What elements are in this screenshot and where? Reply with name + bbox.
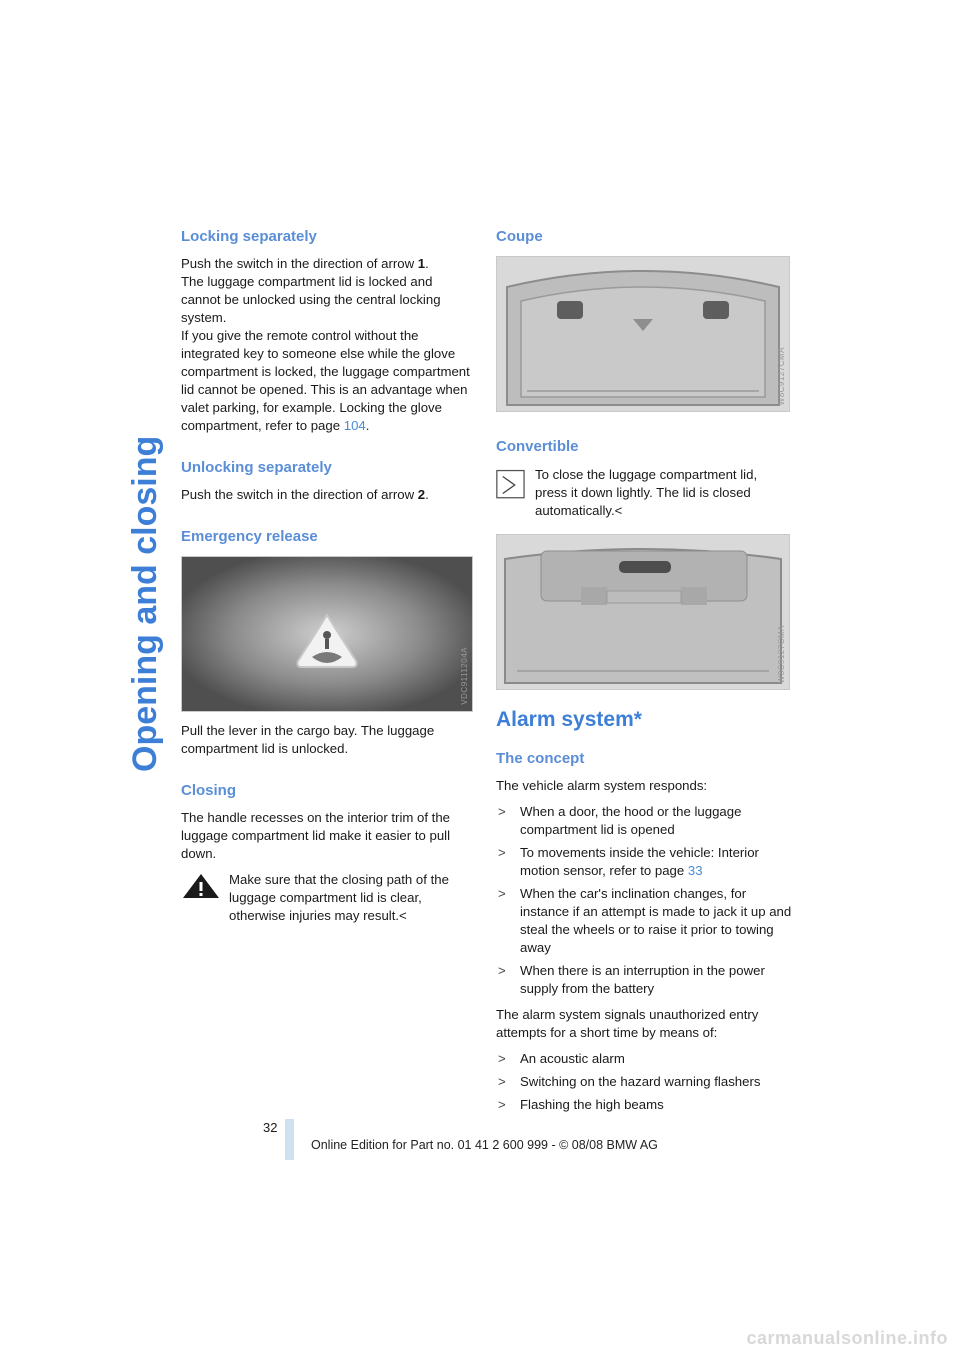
watermark: carmanualsonline.info [746,1328,948,1348]
end-mark: < [614,503,623,518]
heading-convertible: Convertible [496,438,579,455]
convertible-trunk-lid-illustration [497,535,789,689]
heading-unlocking-separately: Unlocking separately [181,459,332,476]
note-icon [496,467,530,503]
list-item: > When the car's inclination changes, for instance if an attempt is made to jack it up and steal the wheels or to raise it prior to towing away [498,886,792,955]
heading-emergency-release: Emergency release [181,528,318,545]
locking-valet-note: If you give the remote control without the integrated key to someone else while the glove compartment is locked, the luggage compartment lid cannot be opened. This is an advantage when valet parking, for example. Locking the glove compartment, refer to page 104. [181,328,470,433]
chapter-side-title-text: Opening and closing [126,435,164,772]
coupe-trunk-lid-illustration [497,257,789,411]
footer-accent-bar [285,1119,294,1160]
edition-footer: Online Edition for Part no. 01 41 2 600 999 - © 08/08 BMW AG [311,1138,658,1152]
left-column [181,226,473,933]
convertible-note-text: To close the luggage compartment lid, press it down lightly. The lid is closed automatically. [535,467,758,518]
figure-code: VDC9111204A [460,647,469,705]
locking-instruction: Push the switch in the direction of arrow 1. [181,256,429,271]
page-link-33[interactable]: 33 [687,863,703,878]
alarm-intro: The vehicle alarm system responds: [496,778,708,793]
figure-code: W8C9127CMA [777,346,786,405]
alarm-signals-list [496,1050,792,1114]
convertible-note [496,466,792,520]
list-item: > Flashing the high beams [498,1097,664,1112]
convertible-trunk-lid-image [496,534,790,690]
coupe-trunk-lid-image [496,256,790,412]
heading-the-concept: The concept [496,750,585,767]
closing-warning [181,871,473,925]
emergency-release-text: Pull the lever in the cargo bay. The luggage compartment lid is unlocked. [181,723,435,756]
alarm-responds-list [496,803,792,998]
right-column [496,226,792,1122]
heading-closing: Closing [181,782,236,799]
locking-result: The luggage compartment lid is locked and cannot be unlocked using the central locking system. [181,274,441,325]
heading-locking-separately: Locking separately [181,228,317,245]
alarm-signals-intro: The alarm system signals unauthorized entry attempts for a short time by means of: [496,1007,759,1040]
emergency-release-illustration [182,557,472,711]
list-item: > To movements inside the vehicle: Interior motion sensor, refer to page 33 [498,845,759,878]
list-item: > When a door, the hood or the luggage compartment lid is opened [498,804,742,837]
closing-text: The handle recesses on the interior trim of the luggage compartment lid make it easier to pull down. [181,810,451,861]
unlocking-instruction: Push the switch in the direction of arrow 2. [181,487,429,502]
emergency-release-image [181,556,473,712]
figure-code: W8C9127CMA [777,624,786,683]
heading-coupe: Coupe [496,228,543,245]
list-item: > Switching on the hazard warning flashers [498,1074,761,1089]
chapter-side-title [8,232,164,772]
end-mark: < [399,908,407,923]
closing-warning-text: Make sure that the closing path of the luggage compartment lid is clear, otherwise injuries may result. [229,872,449,923]
heading-alarm-system: Alarm system* [496,708,642,731]
list-item: > When there is an interruption in the power supply from the battery [498,963,765,996]
page-link-104[interactable]: 104 [343,418,366,433]
list-item: > An acoustic alarm [498,1051,625,1066]
warning-icon [181,873,221,899]
page-number: 32 [263,1120,278,1135]
